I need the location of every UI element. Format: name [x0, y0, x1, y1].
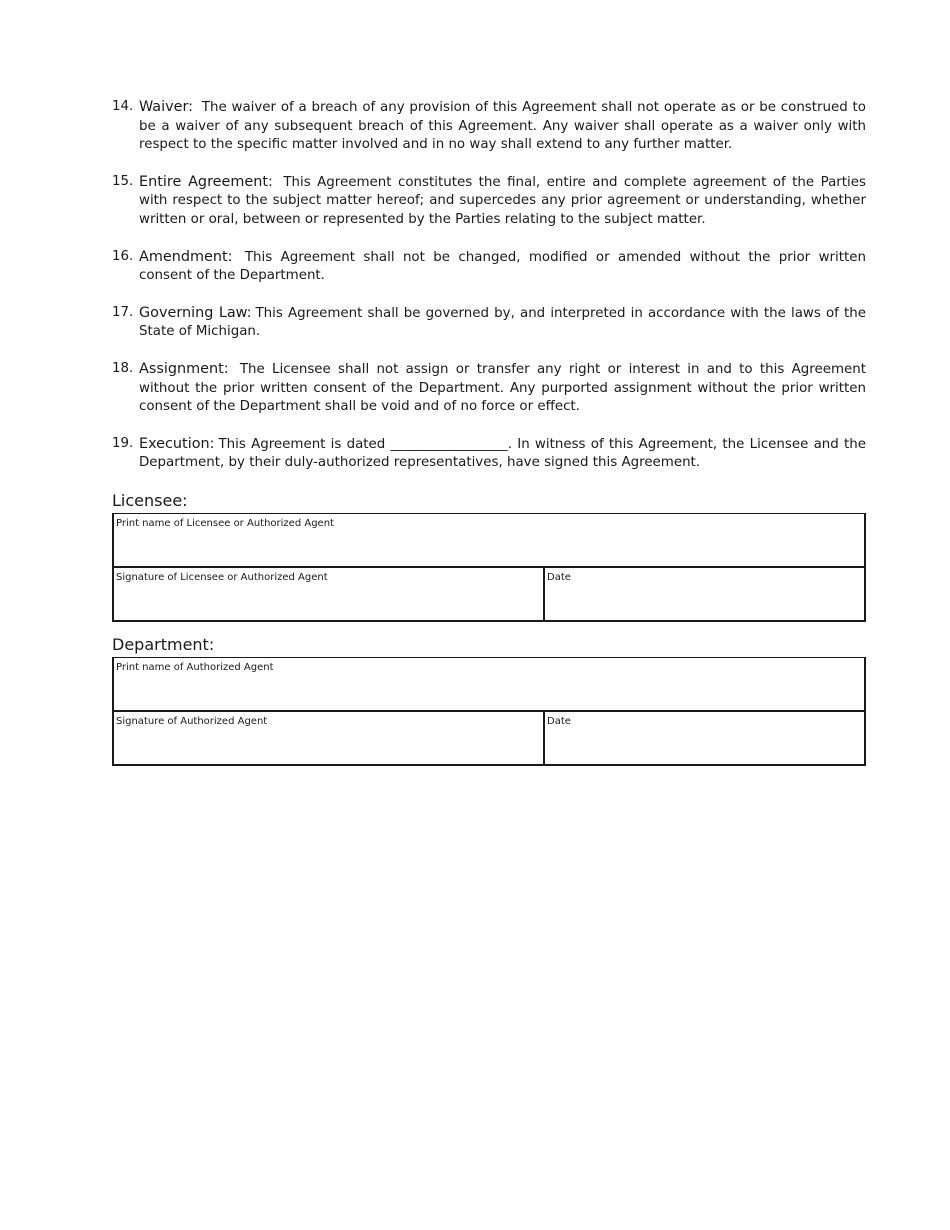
field-label: Date — [547, 715, 571, 727]
field-label: Print name of Authorized Agent — [116, 661, 274, 673]
clause-number: 19. — [112, 435, 134, 451]
clause-heading: Execution: — [139, 435, 215, 452]
clause-body: . In witness of this Agreement, the Licensee and the Department, by their duly-authorized representatives, have signed this Agreement. — [139, 436, 866, 471]
clause-heading: Assignment: — [139, 360, 229, 377]
clause-body: This Agreement constitutes the final, entire and complete agreement of the Parties with respect to the subject matter hereof; and supercedes any prior agreement or understanding, whether written or oral, between or represented by the Parties relating to the subject matter. — [139, 174, 866, 227]
clause-entire-agreement — [112, 173, 866, 230]
licensee-signature-block — [112, 513, 866, 622]
clause-number: 15. — [112, 173, 134, 189]
clause-body: The waiver of a breach of any provision of this Agreement shall not operate as or be construed to be a waiver of any subsequent breach of this Agreement. Any waiver shall operate as a waiver only with respect to the specific matter involved and in no way shall extend to any further matter. — [139, 100, 866, 153]
clause-number: 18. — [112, 360, 134, 376]
clause-number: 16. — [112, 248, 134, 264]
licensee-print-name-row — [114, 514, 864, 566]
clause-body: This Agreement shall be governed by, and interpreted in accordance with the laws of the State of Michigan. — [139, 305, 867, 340]
department-date-field[interactable] — [545, 712, 864, 764]
licensee-signature-row — [114, 566, 864, 620]
field-label: Date — [547, 571, 571, 583]
field-label: Signature of Authorized Agent — [116, 715, 268, 727]
agreement-page — [112, 98, 866, 766]
clause-execution — [112, 435, 866, 473]
clause-assignment — [112, 360, 866, 417]
clause-waiver — [112, 98, 866, 155]
clause-amendment — [112, 248, 866, 286]
field-label: Print name of Licensee or Authorized Agent — [116, 517, 334, 529]
licensee-date-field[interactable] — [545, 568, 864, 620]
department-signature-field[interactable] — [114, 712, 545, 764]
clause-number: 14. — [112, 99, 134, 114]
clause-body: This Agreement shall not be changed, modified or amended without the prior written consent of the Department. — [139, 249, 866, 284]
department-print-name-row — [114, 658, 864, 710]
clause-heading: Entire Agreement: — [139, 173, 273, 190]
clause-heading: Governing Law: — [139, 304, 252, 321]
clause-body: This Agreement is dated — [218, 436, 391, 452]
licensee-print-name-field[interactable] — [114, 514, 864, 566]
field-label: Signature of Licensee or Authorized Agent — [116, 571, 328, 583]
clause-number: 17. — [112, 304, 134, 320]
clause-governing-law — [112, 304, 866, 342]
licensee-signature-field[interactable] — [114, 568, 545, 620]
clause-heading: Waiver: — [139, 99, 194, 115]
department-signature-row — [114, 710, 864, 764]
clause-heading: Amendment: — [139, 248, 233, 265]
department-signature-block — [112, 657, 866, 766]
licensee-label: Licensee: — [112, 490, 188, 510]
clause-body: The Licensee shall not assign or transfer any right or interest in and to this Agreement without the prior written consent of the Department. Any purported assignment without the prior written consent of the Department shall be void and of no force or effect. — [139, 361, 866, 415]
department-label: Department: — [112, 634, 215, 654]
department-print-name-field[interactable] — [114, 658, 864, 710]
date-blank-line[interactable]: _________________ — [390, 436, 508, 452]
